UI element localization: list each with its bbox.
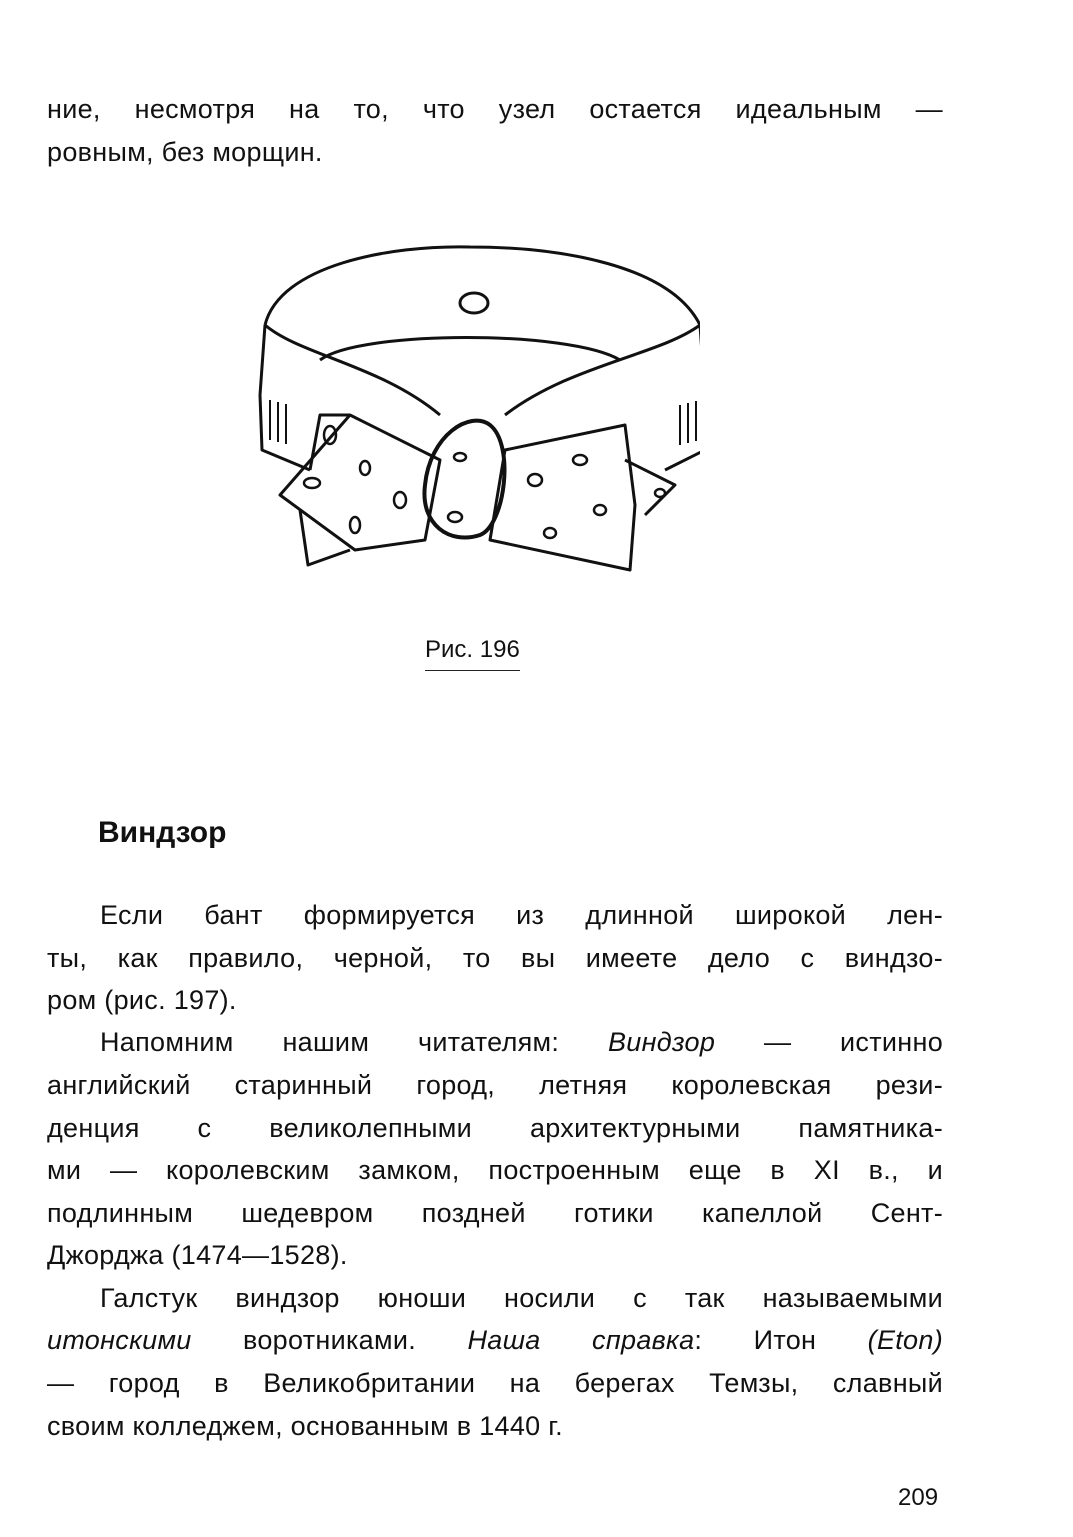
- section-heading: Виндзор: [98, 816, 227, 849]
- text-span: Если бант формируется из длинной широкой лен-: [100, 900, 943, 930]
- paragraph-2-line: [47, 1196, 943, 1230]
- text-span: Напомним нашим читателям:: [100, 1027, 608, 1057]
- collar-outer-top: [265, 247, 700, 325]
- text-span: своим колледжем, основанным в 1440 г.: [47, 1411, 563, 1441]
- italic-text: итонскими: [47, 1325, 192, 1355]
- paragraph-2-line: [47, 1111, 943, 1145]
- text-span: английский старинный город, летняя королевская рези-: [47, 1070, 943, 1100]
- page-number: 209: [898, 1484, 939, 1511]
- text-span: ние, несмотря на то, что узел остается идеальным —: [47, 94, 943, 124]
- text-span: — истинно: [715, 1027, 944, 1057]
- text-span: ты, как правило, черной, то вы имеете дело с виндзо-: [47, 943, 943, 973]
- paragraph-2-line: [47, 1238, 943, 1272]
- text-span: денция с великолепными архитектурными памятника-: [47, 1113, 943, 1143]
- collar-band: [260, 395, 700, 470]
- collar-inner: [320, 338, 620, 361]
- text-span: ром (рис. 197).: [47, 985, 237, 1015]
- text-span: Галстук виндзор юноши носили с так называемыми: [100, 1283, 943, 1313]
- text-span: Джорджа (1474—1528).: [47, 1240, 348, 1270]
- text-span: ровным, без морщин.: [47, 137, 323, 167]
- paragraph-2-line: [100, 1025, 943, 1059]
- paragraph-1-line: [47, 941, 943, 975]
- figure-caption: Рис. 196: [425, 636, 520, 671]
- italic-text: Виндзор: [608, 1027, 716, 1057]
- collar-button: [460, 293, 488, 313]
- text-span: воротниками.: [191, 1325, 468, 1355]
- paragraph-2-line: [47, 1068, 943, 1102]
- top-paragraph-line: [47, 135, 943, 169]
- text-span: подлинным шедевром поздней готики капеллой Сент-: [47, 1198, 943, 1228]
- paragraph-3-line: [100, 1281, 943, 1315]
- italic-text: Наша справка: [467, 1325, 695, 1355]
- top-paragraph-line: [47, 92, 943, 126]
- paragraph-3-line: [47, 1366, 943, 1400]
- paragraph-3-line: [47, 1409, 943, 1443]
- paragraph-1-line: [47, 983, 943, 1017]
- bow-right-wing: [490, 425, 635, 570]
- italic-text: (Eton): [867, 1325, 943, 1355]
- collar-bow-tie-illustration: [240, 235, 700, 585]
- paragraph-2-line: [47, 1153, 943, 1187]
- text-span: ми — королевским замком, построенным еще в XI в., и: [47, 1155, 943, 1185]
- text-span: — город в Великобритании на берегах Темзы, славный: [47, 1368, 943, 1398]
- text-span: : Итон: [694, 1325, 868, 1355]
- paragraph-1-line: [100, 898, 943, 932]
- paragraph-3-line: [47, 1323, 943, 1357]
